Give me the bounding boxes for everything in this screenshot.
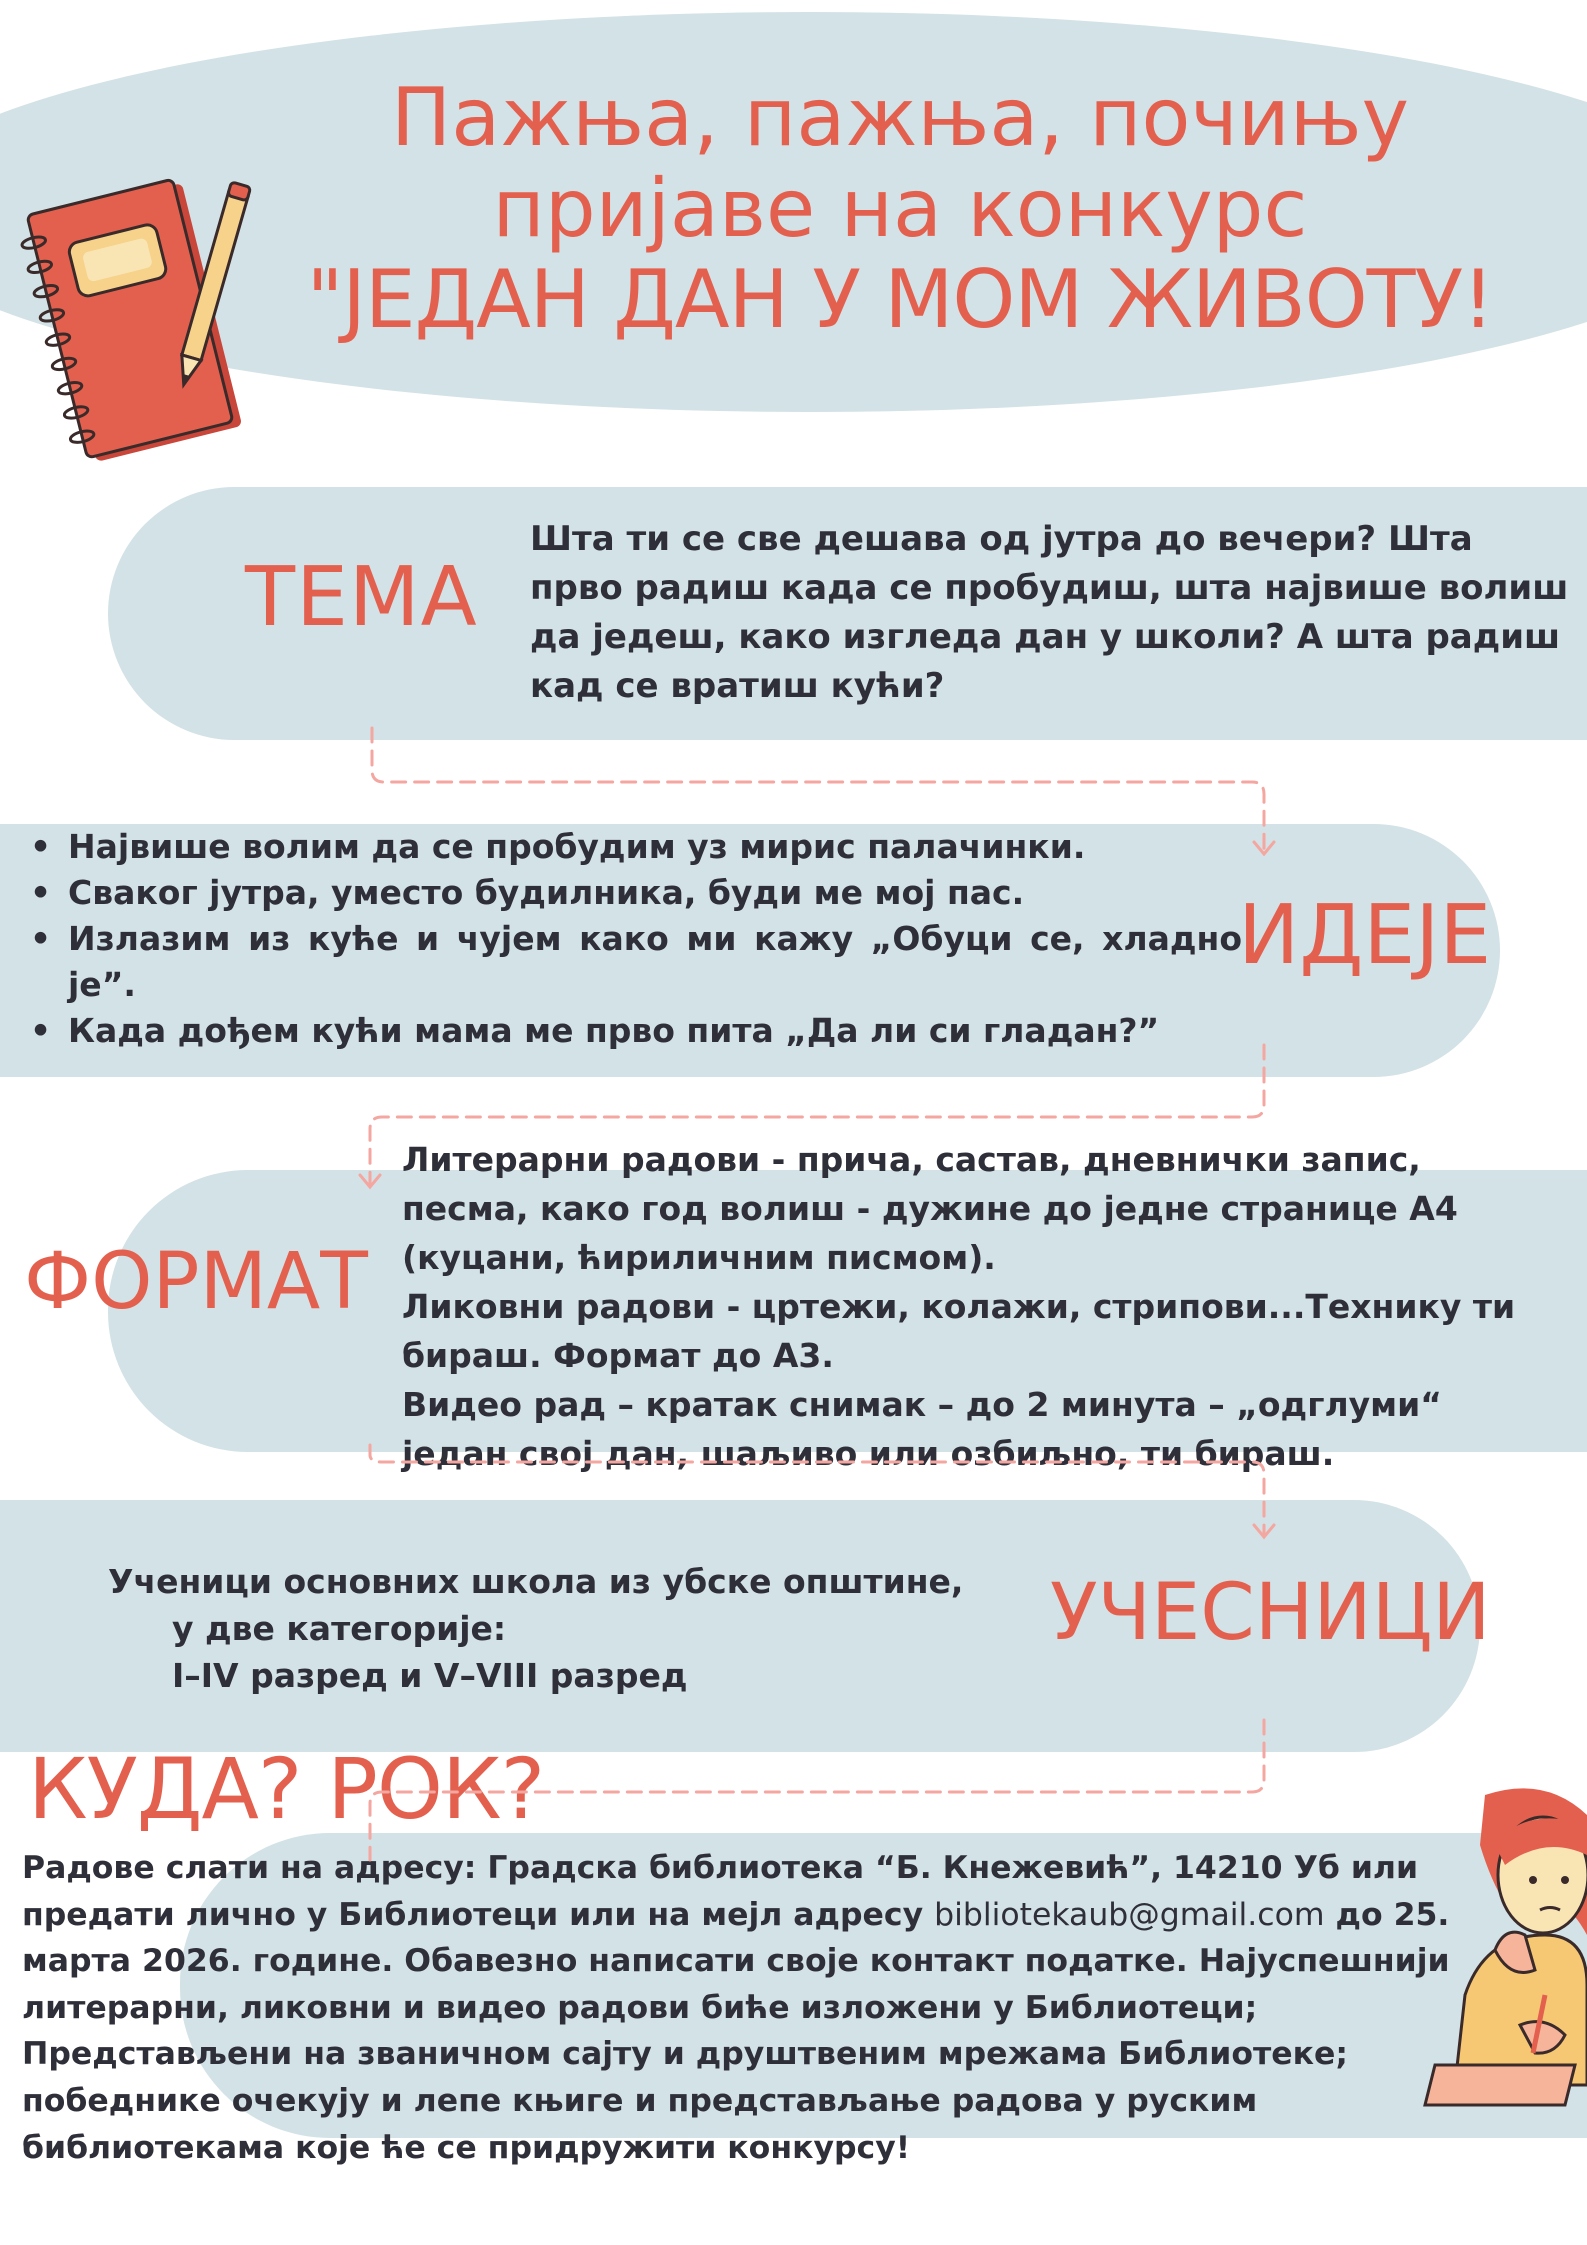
- list-item: • Излазим из куће и чујем како ми кажу „Обуци се, хладно је”.: [22, 916, 1242, 1008]
- email-link[interactable]: bibliotekaub@gmail.com: [934, 1896, 1325, 1933]
- ideje-heading: ИДЕЈЕ: [1238, 888, 1492, 983]
- format-heading: ФОРМАТ: [24, 1237, 368, 1327]
- kuda-text-b: до 25. марта 2026. године. Обавезно написати своје контакт податке. Најуспешнији литерарни, ликовни и видео радови биће изложени у Библиотеци; Представљени на званичном сајту и друштвеним мрежама Библиотеке; победнике очекују и лепе књиге и представљање радова у руским библиотекама које ће се придружити конкурсу!: [22, 1896, 1450, 2166]
- format-video: Видео рад – кратак снимак – до 2 минута – „одглуми“ један свој дан, шаљиво или озбиљно, ти бираш.: [402, 1385, 1442, 1473]
- kuda-heading: КУДА? РОК?: [28, 1740, 545, 1838]
- ucesnici-line-1: Ученици основних школа из убске општине,: [108, 1562, 964, 1601]
- page-title: [240, 72, 1560, 345]
- format-art: Ликовни радови - цртежи, колажи, стрипови...Технику ти бираш. Формат до А3.: [402, 1287, 1516, 1375]
- format-literary: Литерарни радови - прича, састав, дневнички запис, песма, како год волиш - дужине до једне странице А4 (куцани, ћириличним писмом).: [402, 1140, 1458, 1277]
- thinking-girl-illustration: [1425, 1785, 1587, 2105]
- kuda-text-a: Радове слати на адресу: Градска библиотека “Б. Кнежевић”, 14210 Уб или предати лично у Библиотеци или на мејл адресу: [22, 1850, 1419, 1933]
- list-item: • Сваког јутра, уместо будилника, буди ме мој пас.: [22, 870, 1242, 916]
- title-line-3: "ЈЕДАН ДАН У МОМ ЖИВОТУ!: [306, 253, 1494, 346]
- ucesnici-heading: УЧЕСНИЦИ: [1050, 1568, 1491, 1658]
- list-item: • Највише волим да се пробудим уз мирис палачинки.: [22, 824, 1242, 870]
- tema-heading: ТЕМА: [245, 550, 478, 645]
- ucesnici-line-3: I–IV разред и V–VIII разред: [172, 1656, 688, 1695]
- title-line-1: Пажња, пажња, почињу: [391, 71, 1409, 164]
- ucesnici-text: [108, 1558, 1068, 1699]
- list-item: • Када дођем кући мама ме прво пита „Да ли си гладан?”: [22, 1008, 1242, 1054]
- ucesnici-line-2: у две категорије:: [172, 1609, 507, 1648]
- notebook-pencil-icon: [18, 170, 258, 480]
- ideje-list: [22, 824, 1242, 1054]
- format-text: [402, 1135, 1552, 1478]
- tema-text: Шта ти се све дешава од јутра до вечери? Шта прво радиш када се пробудиш, шта највише волиш да једеш, како изгледа дан у школи? А шта радиш кад се вратиш кући?: [530, 519, 1569, 706]
- title-line-2: пријаве на конкурс: [492, 162, 1308, 255]
- kuda-text: [22, 1845, 1502, 2171]
